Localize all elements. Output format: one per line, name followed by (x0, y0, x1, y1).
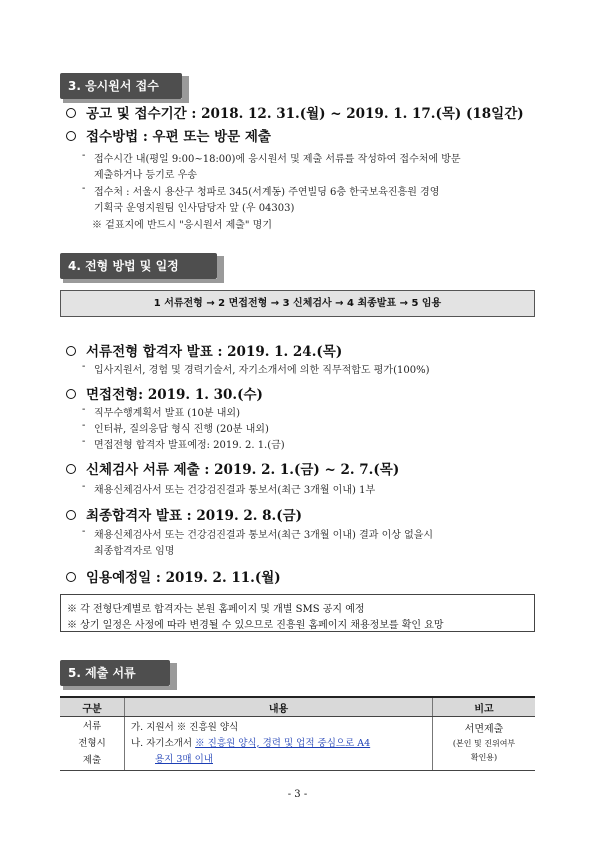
dash-marker: - (82, 361, 86, 372)
bullet-circle-icon (66, 510, 76, 520)
notice-line-2: ※ 상기 일정은 사정에 따라 변경될 수 있으므로 진흥원 홈페이지 채용정보를 확인 요망 (67, 620, 444, 631)
stage2-detail-1: 직무수행계획서 발표 (10분 내외) (94, 408, 240, 419)
content-cell (125, 717, 433, 771)
dash-marker: - (82, 481, 86, 492)
dash-marker: - (82, 183, 86, 194)
submit-method: 접수방법 : 우편 또는 방문 제출 (86, 129, 271, 145)
stage4-heading: 최종합격자 발표 : 2019. 2. 8.(금) (86, 508, 303, 524)
item-application: 가. 지원서 ※ 진흥원 양식 (131, 721, 239, 733)
self-intro-page-limit: 용지 3매 이내 (155, 753, 213, 765)
dash-marker: - (82, 526, 86, 537)
stage3-heading: 신체검사 서류 제출 : 2019. 2. 1.(금) ~ 2. 7.(목) (86, 462, 400, 478)
dash-marker: - (82, 420, 86, 431)
page-number: - 3 - (287, 789, 308, 800)
dash-marker: - (82, 436, 86, 447)
notice-line-1: ※ 각 전형단계별로 합격자는 본원 홈페이지 및 개별 SMS 공지 예정 (67, 604, 365, 615)
process-flow-box (60, 290, 535, 317)
self-intro-requirement: ※ 진흥원 양식, 경력 및 업적 중심으로 A4 (195, 737, 371, 749)
detail-address-line1: 접수처 : 서울시 용산구 청파로 345(서계동) 주연빌딩 6층 한국보육진흥원 경영 (94, 187, 440, 198)
documents-table (60, 696, 535, 771)
bullet-circle-icon (66, 389, 76, 399)
remark-main: 서면제출 (464, 723, 504, 735)
col-remark-header: 비고 (433, 697, 536, 717)
category-line-1: 서류 (82, 721, 102, 732)
category-cell (60, 717, 125, 771)
stage5-heading: 임용예정일 : 2019. 2. 11.(월) (86, 570, 281, 586)
dash-marker: - (82, 404, 86, 415)
section-3-title: 3. 응시원서 접수 (68, 79, 159, 93)
remark-sub-2: 확인용) (470, 752, 498, 762)
process-flow-text: 1 서류전형 → 2 면접전형 → 3 신체검사 → 4 최종발표 → 5 임용 (153, 298, 442, 309)
section-5-header (60, 660, 170, 686)
remark-sub-1: (본인 및 진위여부 (452, 738, 516, 748)
section-4-title: 4. 전형 방법 및 일정 (68, 259, 179, 273)
dash-marker: - (82, 150, 86, 161)
bullet-circle-icon (66, 572, 76, 582)
stage4-detail-line2: 최종합격자로 임명 (94, 546, 175, 557)
section-3-header (60, 73, 182, 99)
cover-note: ※ 겉표지에 반드시 "응시원서 제출" 명기 (92, 220, 272, 231)
stage2-heading: 면접전형: 2019. 1. 30.(수) (86, 387, 263, 403)
remark-cell (433, 717, 536, 771)
bullet-circle-icon (66, 464, 76, 474)
stage1-heading: 서류전형 합격자 발표 : 2019. 1. 24.(목) (86, 344, 343, 360)
detail-time-line2: 제출하거나 등기로 우송 (94, 170, 197, 181)
item-self-intro: 나. 자기소개서 (131, 737, 196, 749)
bullet-circle-icon (66, 346, 76, 356)
category-line-3: 제출 (82, 755, 102, 766)
table-header-row (60, 697, 535, 717)
bullet-circle-icon (66, 131, 76, 141)
section-5-title: 5. 제출 서류 (68, 666, 136, 680)
section-4-header (60, 253, 217, 279)
col-content-header: 내용 (125, 697, 433, 717)
notice-box (60, 594, 535, 632)
announce-period: 공고 및 접수기간 : 2018. 12. 31.(월) ~ 2019. 1. 17.(목) (18일간) (86, 106, 524, 122)
stage2-detail-2: 인터뷰, 질의응답 형식 진행 (20분 내외) (94, 424, 269, 435)
stage3-detail: 채용신체검사서 또는 건강검진결과 통보서(최근 3개월 이내) 1부 (94, 485, 376, 496)
stage4-detail-line1: 채용신체검사서 또는 건강검진결과 통보서(최근 3개월 이내) 결과 이상 없을시 (94, 530, 434, 541)
category-line-2: 전형시 (78, 738, 106, 749)
col-category-header: 구분 (60, 697, 125, 717)
stage1-detail: 입사지원서, 경험 및 경력기술서, 자기소개서에 의한 직무적합도 평가(100%) (94, 365, 430, 376)
table-row (60, 717, 535, 771)
detail-time-line1: 접수시간 내(평일 9:00~18:00)에 응시원서 및 제출 서류를 작성하여 접수처에 방문 (94, 154, 461, 165)
bullet-circle-icon (66, 108, 76, 118)
detail-address-line2: 기획국 운영지원팀 인사담당자 앞 (우 04303) (94, 203, 295, 214)
stage2-detail-3: 면접전형 합격자 발표예정: 2019. 2. 1.(금) (94, 440, 285, 451)
